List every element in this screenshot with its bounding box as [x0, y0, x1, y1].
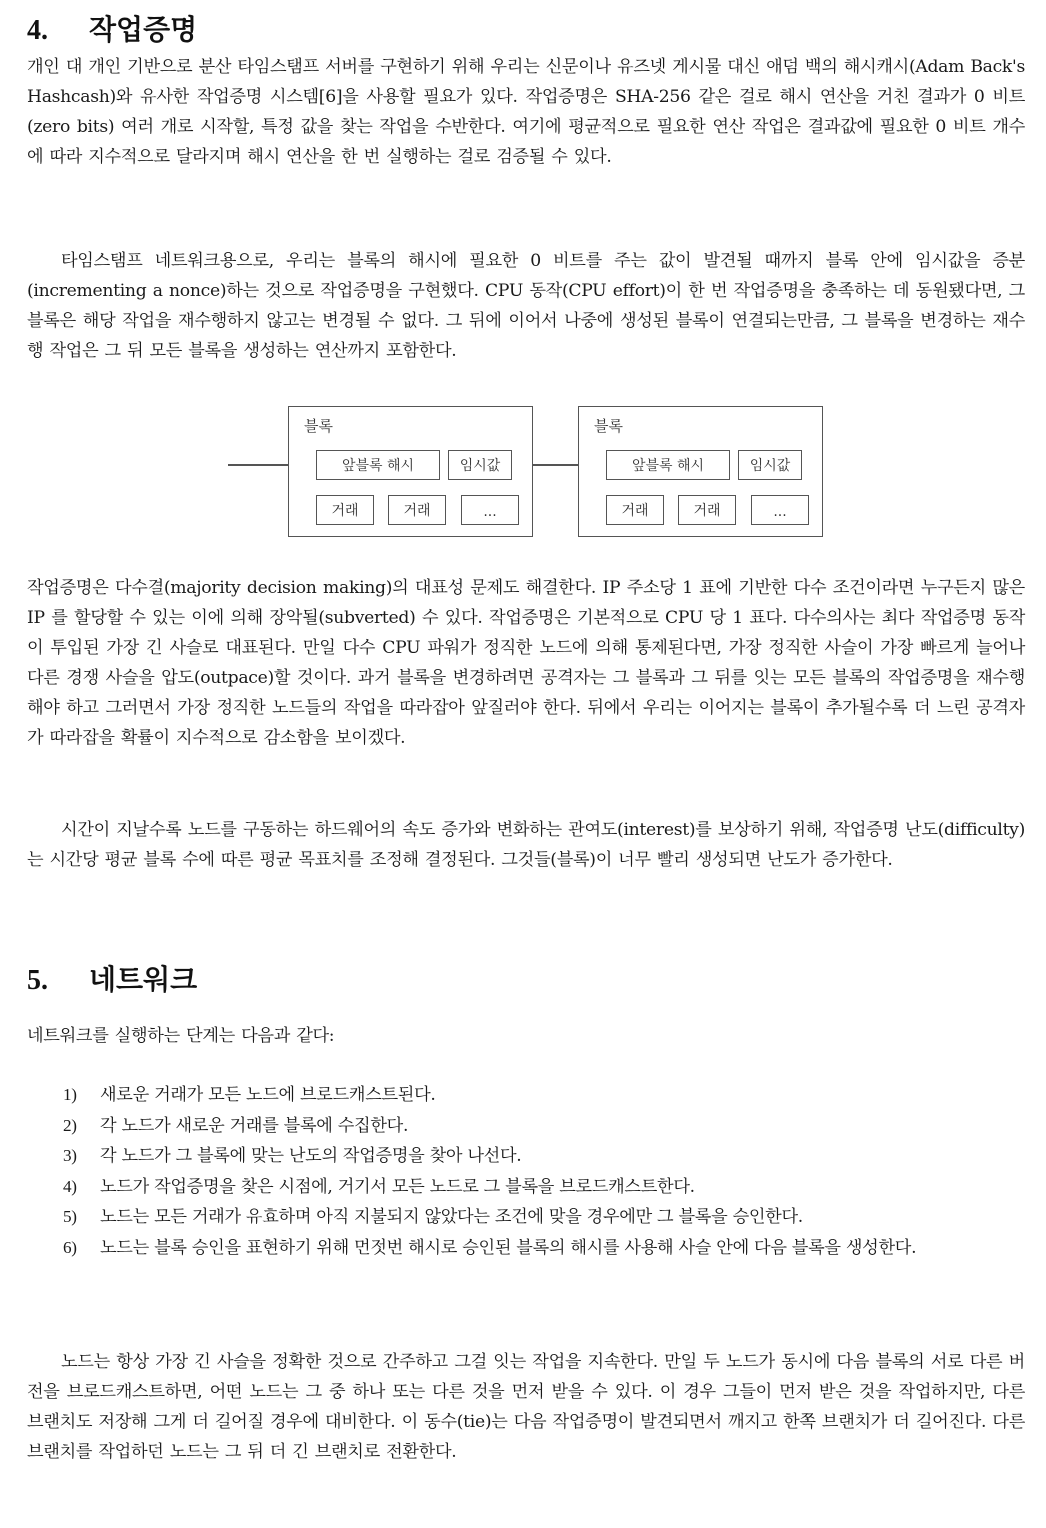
block-1-tx-2: 거래: [388, 495, 446, 525]
list-item-text: 각 노드가 그 블록에 맞는 난도의 작업증명을 찾아 나선다.: [100, 1146, 522, 1166]
block-1-tx-1: 거래: [316, 495, 374, 525]
block-2-nonce: 임시값: [738, 450, 802, 480]
block-1-title: 블록: [304, 417, 333, 435]
section-4-heading: [27, 8, 197, 48]
section-4-paragraph-4: 시간이 지날수록 노드를 구동하는 하드웨어의 속도 증가와 변화하는 관여도(interest)를 보상하기 위해, 작업증명 난도(difficulty)는 시간당 평균 블록 수에 따른 평균 목표치를 조정해 결정된다. 그것들(블록)이 너무 빨리 생성되면 난도가 증가한다.: [27, 820, 1025, 870]
network-steps-list: [27, 1080, 1025, 1263]
list-item-text: 노드가 작업증명을 찾은 시점에, 거기서 모든 노드로 그 블록을 브로드캐스트한다.: [100, 1176, 695, 1197]
block-chain-diagram: [228, 406, 828, 540]
section-4-title: 작업증명: [89, 13, 198, 46]
list-item-text: 새로운 거래가 모든 노드에 브로드캐스트된다.: [100, 1085, 436, 1105]
section-4-paragraph-2: 타임스탬프 네트워크용으로, 우리는 블록의 해시에 필요한 0 비트를 주는 값이 발견될 때까지 블록 안에 임시값을 증분(incrementing a nonce)하는 것으로 작업증명을 구현했다. CPU 동작(CPU effort)이 한 번 작업증명을 충족하는 데 동원됐다면, 그 블록은 해당 작업을 재수행하지 않고는 변경될 수 없다. 그 뒤에 이어서 나중에 생성된 블록이 연결되는만큼, 그 블록을 변경하는 재수행 작업은 그 뒤 모든 블록을 생성하는 연산까지 포함한다.: [27, 251, 1025, 361]
list-item: [27, 1172, 1025, 1203]
list-marker: 4): [63, 1176, 77, 1196]
section-5-heading: [27, 958, 197, 998]
block-2-tx-1: 거래: [606, 495, 664, 525]
list-marker: 6): [63, 1237, 77, 1257]
block-2-tx-more: ...: [751, 495, 809, 525]
block-2-title: 블록: [594, 417, 623, 435]
block-2: [578, 406, 823, 537]
list-item: [27, 1233, 1025, 1264]
block-2-tx-2: 거래: [678, 495, 736, 525]
block-1-tx-more: ...: [461, 495, 519, 525]
list-item: [27, 1111, 1025, 1142]
section-4-paragraph-3: 작업증명은 다수결(majority decision making)의 대표성 문제도 해결한다. IP 주소당 1 표에 기반한 다수 조건이라면 누구든지 많은 IP 를 할당할 수 있는 이에 의해 장악될(subverted) 수 있다. 작업증명은 기본적으로 CPU 당 1 표다. 다수의사는 최다 작업증명 동작이 투입된 가장 긴 사슬로 대표된다. 만일 다수 CPU 파워가 정직한 노드에 의해 통제된다면, 가장 정직한 사슬이 가장 빠르게 늘어나 다른 경쟁 사슬을 압도(outpace)할 것이다. 과거 블록을 변경하려면 공격자는 그 블록과 그 뒤를 잇는 모든 블록의 작업증명을 재수행해야 하고 그러면서 가장 정직한 노드들의 작업을 따라잡아 앞질러야 한다. 뒤에서 우리는 이어지는 블록이 추가될수록 더 느린 공격자가 따라잡을 확률이 지수적으로 감소함을 보이겠다.: [27, 578, 1025, 748]
block-1: [288, 406, 533, 537]
section-4-number: 4.: [27, 15, 48, 46]
list-item: [27, 1141, 1025, 1172]
block-1-nonce: 임시값: [448, 450, 512, 480]
list-item-text: 노드는 모든 거래가 유효하며 아직 지불되지 않았다는 조건에 맞을 경우에만 그 블록을 승인한다.: [100, 1207, 803, 1227]
list-item: [27, 1202, 1025, 1233]
section-5-intro: 네트워크를 실행하는 단계는 다음과 같다:: [27, 1026, 335, 1046]
section-5-closing-paragraph: 노드는 항상 가장 긴 사슬을 정확한 것으로 간주하고 그걸 잇는 작업을 지속한다. 만일 두 노드가 동시에 다음 블록의 서로 다른 버전을 브로드캐스트하면, 어떤 노드는 그 중 하나 또는 다른 것을 먼저 받을 수 있다. 이 경우 그들이 먼저 받은 것을 작업하지만, 다른 브랜치도 저장해 그게 더 길어질 경우에 대비한다. 이 동수(tie)는 다음 작업증명이 발견되면서 깨지고 한쪽 브랜치가 더 길어진다. 다른 브랜치를 작업하던 노드는 그 뒤 더 긴 브랜치로 전환한다.: [27, 1352, 1025, 1462]
list-item: [27, 1080, 1025, 1111]
list-marker: 3): [63, 1146, 77, 1165]
list-item-text: 노드는 블록 승인을 표현하기 위해 먼젓번 해시로 승인된 블록의 해시를 사용해 사슬 안에 다음 블록을 생성한다.: [100, 1237, 917, 1258]
block-1-prev-hash: 앞블록 해시: [316, 450, 440, 480]
list-marker: 2): [63, 1115, 77, 1135]
list-marker: 1): [63, 1085, 77, 1104]
section-5-title: 네트워크: [89, 963, 198, 996]
section-5-number: 5.: [27, 965, 48, 996]
section-4-paragraph-1: 개인 대 개인 기반으로 분산 타임스탬프 서버를 구현하기 위해 우리는 신문이나 유즈넷 게시물 대신 애덤 백의 해시캐시(Adam Back's Hashcash)와 유사한 작업증명 시스템[6]을 사용할 필요가 있다. 작업증명은 SHA-256 같은 걸로 해시 연산을 거친 결과가 0 비트(zero bits) 여러 개로 시작할, 특정 값을 찾는 작업을 수반한다. 여기에 평균적으로 필요한 연산 작업은 결과값에 필요한 0 비트 개수에 따라 지수적으로 달라지며 해시 연산을 한 번 실행하는 걸로 검증될 수 있다.: [27, 57, 1025, 167]
block-2-prev-hash: 앞블록 해시: [606, 450, 730, 480]
list-item-text: 각 노드가 새로운 거래를 블록에 수집한다.: [100, 1115, 409, 1136]
list-marker: 5): [63, 1207, 77, 1226]
